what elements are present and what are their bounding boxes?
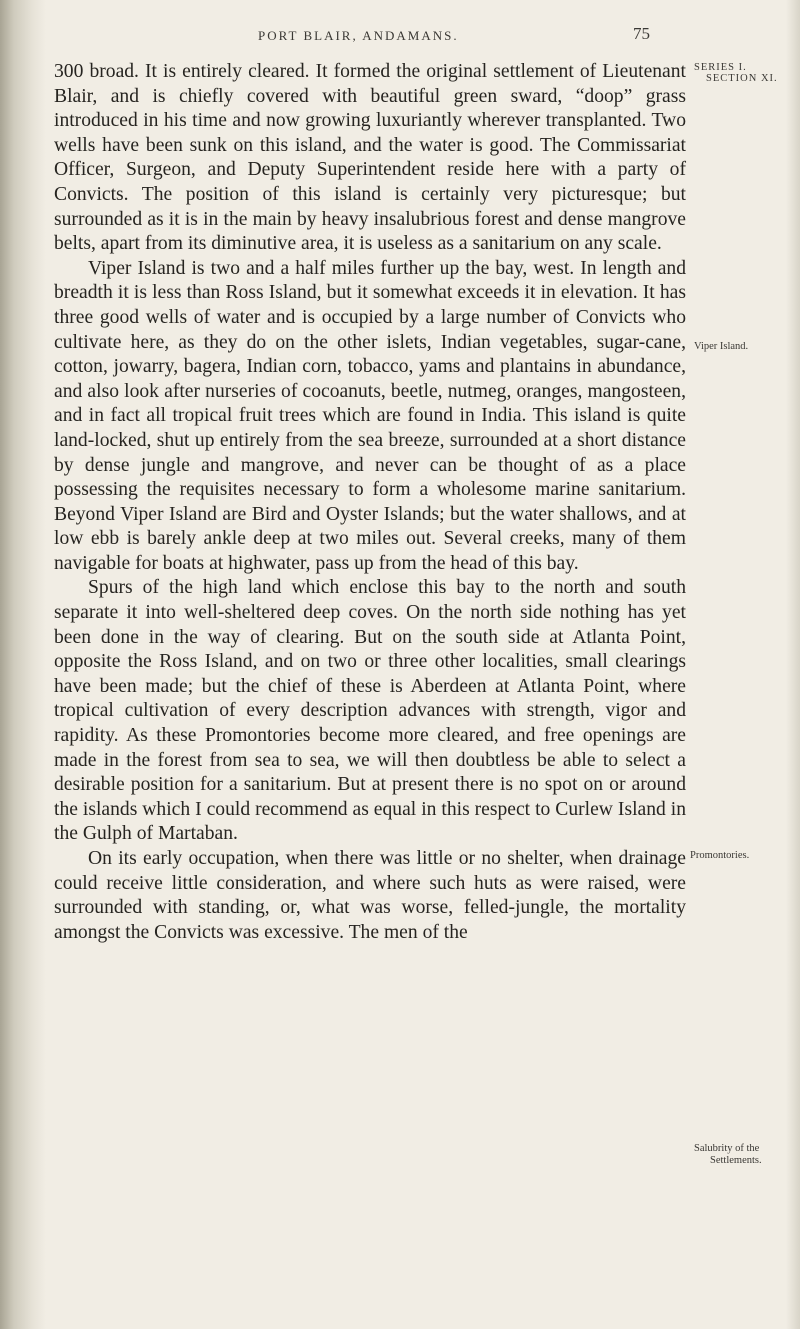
running-head: PORT BLAIR, ANDAMANS. (258, 28, 459, 43)
paragraph-4: On its early occupation, when there was little or no shelter, when drainage could receive little consideration, and where such huts as were raised, were surrounded with standing, or, what was worse, felled-jungle, the mortality amongst the Convicts was excessive. The men of the (54, 848, 686, 943)
paragraph-2: Viper Island is two and a half miles further up the bay, west. In length and breadth it is less than Ross Island, but it somewhat exceeds it in elevation. It has three good wells of water and is occupied by a large number of Convicts who cultivate here, as they do on the other islets, Indian vegetables, sugar-cane, cotton, jowarry, bagera, Indian corn, tobacco, yams and plantains in abundance, and also look after nurseries of cocoanuts, beetle, nutmeg, oranges, mangosteen, and in fact all tropical fruit trees which are found in India. This island is quite land-locked, shut up entirely from the sea breeze, surrounded at a short distance by dense jungle and mangrove, and never can be thought of as a place possessing the requisites necessary to form a wholesome marine sanitarium. Beyond Viper Island are Bird and Oyster Islands; but the water shallows, and at low ebb is barely ankle deep at two miles out. Several creeks, many of them navigable for boats at highwater, pass up from the head of this bay. (54, 257, 686, 574)
margin-note-promontories: Promontories. (690, 850, 750, 861)
body-text (54, 60, 686, 945)
margin-note-section: SECTION XI. (706, 73, 778, 84)
page-left-edge-shadow (0, 0, 46, 1329)
margin-note-salubrity: Salubrity of the (694, 1143, 760, 1154)
margin-note-viper-island: Viper Island. (694, 341, 749, 352)
paragraph-1: 300 broad. It is entirely cleared. It formed the original settlement of Lieutenant Blair, and is chiefly covered with beautiful green sward, “doop” grass introduced in his time and now growing luxuriantly wherever transplanted. Two wells have been sunk on this island, and the water is good. The Commissariat Officer, Surgeon, and Deputy Superintendent reside here with a party of Convicts. The position of this island is certainly very picturesque; but surrounded as it is in the main by heavy insalubrious forest and dense mangrove belts, apart from its diminutive area, it is useless as a sanitarium on any scale. (54, 61, 686, 255)
paragraph-3: Spurs of the high land which enclose this bay to the north and south separate it into well-sheltered deep coves. On the north side nothing has yet been done in the way of clearing. But on the south side at Atlanta Point, opposite the Ross Island, and on two or three other localities, small clearings have been made; but the chief of these is Aberdeen at Atlanta Point, where tropical cultivation of every description advances with strength, vigor and rapidity. As these Promontories become more cleared, and free openings are made in the forest from sea to sea, we will then doubtless be able to select a desirable position for a sanitarium. But at present there is no spot on or around the islands which I could recommend as equal in this respect to Curlew Island in the Gulph of Martaban. (54, 577, 686, 845)
page-header (0, 24, 800, 52)
page-right-edge-shadow (786, 0, 800, 1329)
page-number: 75 (633, 24, 650, 43)
margin-note-series: SERIES I. (694, 62, 747, 73)
margin-note-settlements: Settlements. (710, 1155, 762, 1166)
